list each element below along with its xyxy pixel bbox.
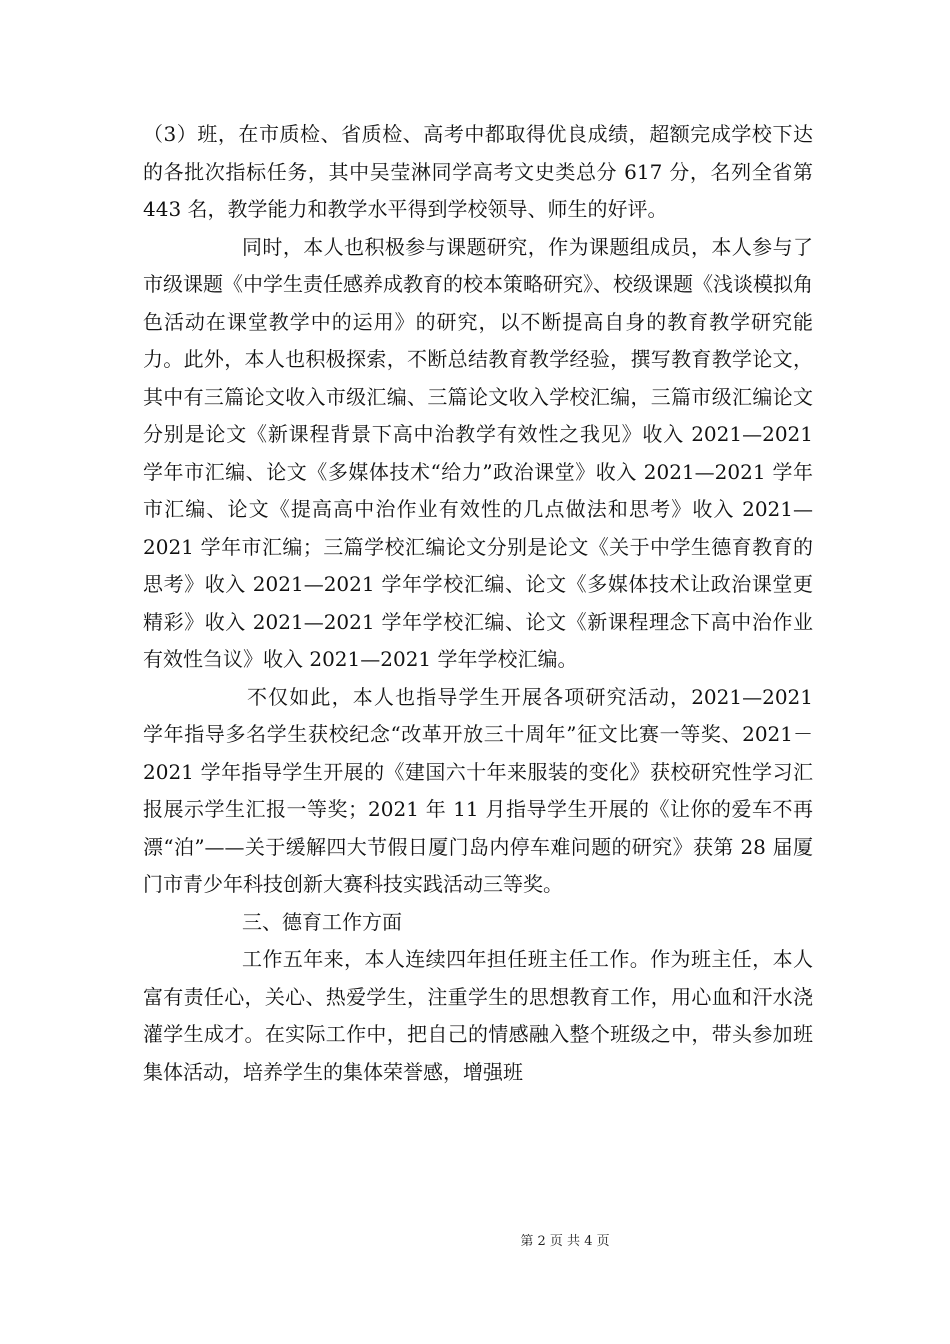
page-number-footer: 第 2 页 共 4 页 — [520, 1234, 610, 1249]
document-body — [143, 116, 813, 1091]
paragraph-class-results: （3）班，在市质检、省质检、高考中都取得优良成绩，超额完成学校下达的各批次指标任务，其中吴莹淋同学高考文史类总分 617 分，名列全省第 443 名，教学能力和教学水平得到学校领导、师生的好评。 — [143, 122, 813, 221]
section-heading-moral-education: 三、德育工作方面 — [242, 909, 402, 934]
paragraph-student-guidance: 不仅如此，本人也指导学生开展各项研究活动，2021—2021 学年指导多名学生获校纪念“改革开放三十周年”征文比赛一等奖、2021－2021 学年指导学生开展的《建国六十年来服装的变化》获校研究性学习汇报展示学生汇报一等奖；2021 年 11 月指导学生开展的《让你的爱车不再漂“泊”——关于缓解四大节假日厦门岛内停车难问题的研究》获第 28 届厦门市青少年科技创新大赛科技实践活动三等奖。 — [143, 684, 813, 896]
paragraph-head-teacher: 工作五年来，本人连续四年担任班主任工作。作为班主任，本人富有责任心，关心、热爱学生，注重学生的思想教育工作，用心血和汗水浇灌学生成才。在实际工作中，把自己的情感融入整个班级之中，带头参加班集体活动，培养学生的集体荣誉感，增强班 — [143, 947, 813, 1084]
paragraph-research-papers: 同时，本人也积极参与课题研究，作为课题组成员，本人参与了市级课题《中学生责任感养成教育的校本策略研究》、校级课题《浅谈模拟角色活动在课堂教学中的运用》的研究，以不断提高自身的教育教学研究能力。此外，本人也积极探索，不断总结教育教学经验，撰写教育教学论文，其中有三篇论文收入市级汇编、三篇论文收入学校汇编，三篇市级汇编论文分别是论文《新课程背景下高中治教学有效性之我见》收入 2021—2021 学年市汇编、论文《多媒体技术“给力”政治课堂》收入 2021—2021 学年市汇编、论文《提高高中治作业有效性的几点做法和思考》收入 2021—2021 学年市汇编；三篇学校汇编论文分别是论文《关于中学生德育教育的思考》收入 2021—2021 学年学校汇编、论文《多媒体技术让政治课堂更精彩》收入 2021—2021 学年学校汇编、论文《新课程理念下高中治作业有效性刍议》收入 2021—2021 学年学校汇编。 — [143, 234, 813, 671]
